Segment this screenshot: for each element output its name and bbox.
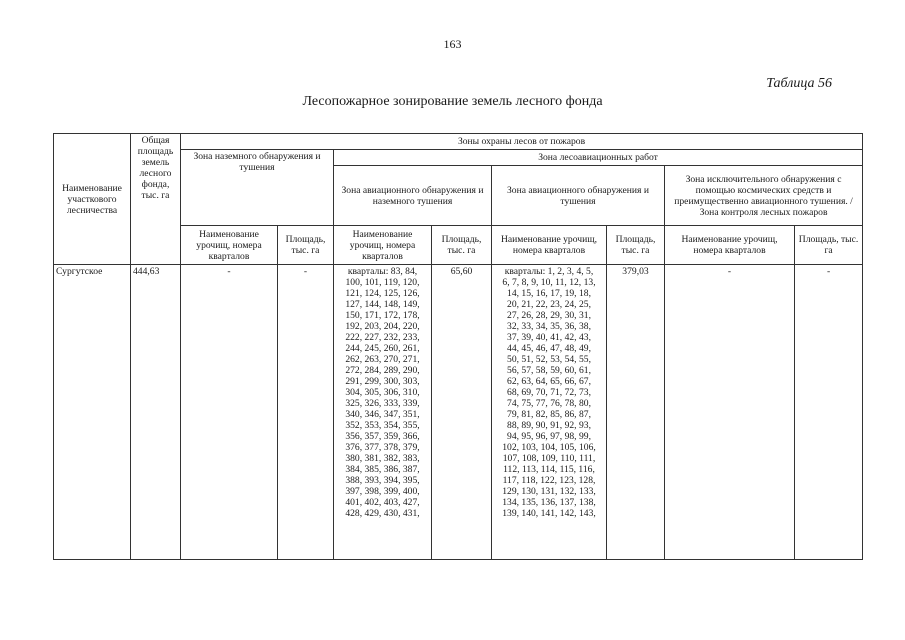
page-title: Лесопожарное зонирование земель лесного фонда	[302, 94, 603, 109]
header-total-area: Общая площадь земель лесного фонда, тыс. га	[131, 134, 181, 265]
cell-forestry: Сургутское	[54, 265, 131, 560]
cell-ground-area: -	[278, 265, 334, 560]
header-protection-zones: Зоны охраны лесов от пожаров	[181, 134, 863, 150]
cell-total-area: 444,63	[131, 265, 181, 560]
header-avia-area: Площадь, тыс. га	[607, 226, 665, 265]
table-label: Таблица 56	[766, 76, 832, 91]
header-avia-ground-zone: Зона авиационного обнаружения и наземного тушения	[334, 166, 492, 226]
cell-ground-name: -	[181, 265, 278, 560]
cell-avia-ground-name: кварталы: 83, 84, 100, 101, 119, 120, 121, 124, 125, 126, 127, 144, 148, 149, 150, 171, 172, 178, 192, 203, 204, 220, 222, 227, 232, 233, 244, 245, 260, 261, 262, 263, 270, 271, 272, 284, 289, 290, 291, 299, 300, 303, 304, 305, 306, 310, 325, 326, 333, 339, 340, 346, 347, 351, 352, 353, 354, 355, 356, 357, 359, 366, 376, 377, 378, 379, 380, 381, 382, 383, 384, 385, 386, 387, 388, 393, 394, 395, 397, 398, 399, 400, 401, 402, 403, 427, 428, 429, 430, 431,	[334, 265, 432, 560]
header-avia-zone: Зона авиационного обнаружения и тушения	[492, 166, 665, 226]
header-ground-name: Наименование урочищ, номера кварталов	[181, 226, 278, 265]
header-space-zone: Зона исключительного обнаружения с помощью космических средств и преимущественно авиационного тушения. / Зона контроля лесных пожаров	[665, 166, 863, 226]
cell-space-area: -	[795, 265, 863, 560]
table-row	[54, 265, 863, 560]
header-space-area: Площадь, тыс. га	[795, 226, 863, 265]
header-aviation-zone: Зона лесоавиационных работ	[334, 150, 863, 166]
cell-avia-ground-area: 65,60	[432, 265, 492, 560]
cell-space-name: -	[665, 265, 795, 560]
header-avia-ground-name: Наименование урочищ, номера кварталов	[334, 226, 432, 265]
cell-avia-name: кварталы: 1, 2, 3, 4, 5, 6, 7, 8, 9, 10, 11, 12, 13, 14, 15, 16, 17, 19, 18, 20, 21, 22, 23, 24, 25, 27, 26, 28, 29, 30, 31, 32, 33, 34, 35, 36, 38, 37, 39, 40, 41, 42, 43, 44, 45, 46, 47, 48, 49, 50, 51, 52, 53, 54, 55, 56, 57, 58, 59, 60, 61, 62, 63, 64, 65, 66, 67, 68, 69, 70, 71, 72, 73, 74, 75, 77, 76, 78, 80, 79, 81, 82, 85, 86, 87, 88, 89, 90, 91, 92, 93, 94, 95, 96, 97, 98, 99, 102, 103, 104, 105, 106, 107, 108, 109, 110, 111, 112, 113, 114, 115, 116, 117, 118, 122, 123, 128, 129, 130, 131, 132, 133, 134, 135, 136, 137, 138, 139, 140, 141, 142, 143,	[492, 265, 607, 560]
header-avia-name: Наименование урочищ, номера кварталов	[492, 226, 607, 265]
header-avia-ground-area: Площадь, тыс. га	[432, 226, 492, 265]
header-ground-area: Площадь, тыс. га	[278, 226, 334, 265]
cell-avia-area: 379,03	[607, 265, 665, 560]
fire-zoning-table	[53, 133, 863, 560]
header-forestry-name: Наименование участкового лесничества	[54, 134, 131, 265]
header-ground-zone: Зона наземного обнаружения и тушения	[181, 150, 334, 226]
header-space-name: Наименование урочищ, номера кварталов	[665, 226, 795, 265]
page-number: 163	[443, 37, 462, 51]
